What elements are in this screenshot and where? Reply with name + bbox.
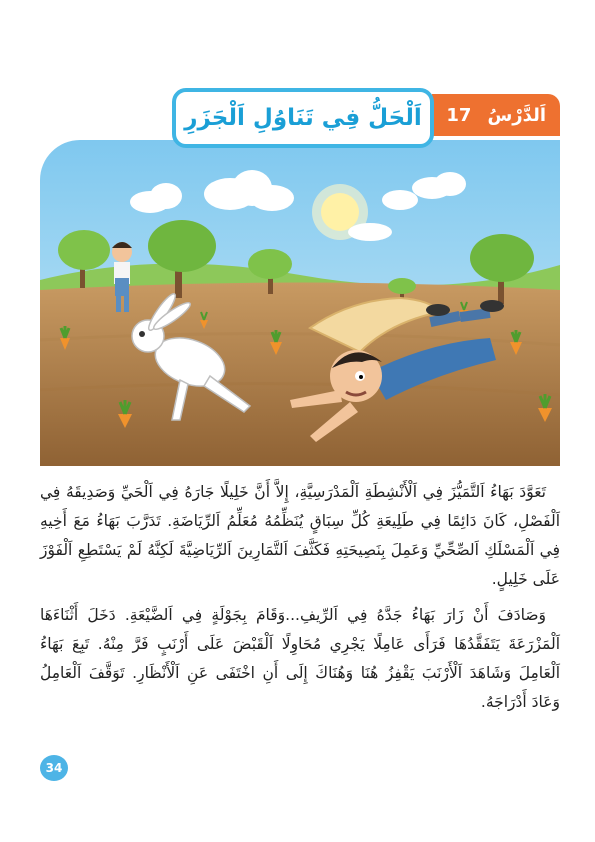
page-number: 34 <box>45 761 63 775</box>
lesson-label: اَلدَّرْسُ <box>487 104 546 126</box>
lesson-tab <box>432 94 560 136</box>
illustration-scene <box>40 140 560 466</box>
lesson-number: 17 <box>446 104 472 126</box>
story-paragraph: وَصَادَفَ أَنْ زَارَ بَهَاءُ جَدَّهُ فِي اَلرِّيفِ...وَقَامَ بِجَوْلَةٍ فِي اَلضَّيْعَةِ. دَخَلَ أَثْنَاءَهَا اَلْمَزْرَعَةَ يَتَفَقَّدُهَا فَرَأَى عَامِلًا يَجْرِي مُحَاوِلًا اَلْقَبْضَ عَلَى أَرْنَبٍ فَرَّ مِنْهُ. تَبِعَ بَهَاءُ اَلْعَامِلَ وَشَاهَدَ اَلْأَرْنَبَ يَقْفِزُ هُنَا وَهُنَاكَ إِلَى أَنِ اخْتَفَى عَنِ اَلْأَنْظَارِ. تَوَقَّفَ اَلْعَامِلُ وَعَادَ أَدْرَاجَهُ. <box>40 606 560 711</box>
story-text <box>40 478 560 717</box>
page-title: اَلْحَلُّ فِي تَنَاوُلِ اَلْجَزَرِ <box>184 105 422 131</box>
page-number-badge <box>40 755 68 781</box>
story-paragraph: تَعَوَّدَ بَهَاءُ اَلتَّمَيُّزَ فِي اَلْأَنْشِطَةِ اَلْمَدْرَسِيَّةِ، إِلاَّ أَنَّ خَلِيلًا جَارَهُ فِي اَلْحَيِّ وَصَدِيقَهُ فِي اَلْفَصْلِ، كَانَ دَائِمًا فِي طَلِيعَةِ كُلِّ سِبَاقٍ يُنَظِّمُهُ مُعَلِّمُ اَلرِّيَاضَةِ. تَدَرَّبَ بَهَاءُ مَعَ أَخِيهِ فِي اَلْمَسْلَكِ اَلصِّحِّيِّ وَعَمِلَ بِنَصِيحَتِهِ فَكَثَّفَ اَلتَّمَارِينَ اَلرِّيَاضِيَّةَ لَكِنَّهُ لَمْ يَسْتَطِعِ اَلْفَوْزَ عَلَى خَلِيلٍ. <box>40 483 560 588</box>
page-title-box <box>172 88 434 148</box>
story-illustration <box>40 140 560 466</box>
